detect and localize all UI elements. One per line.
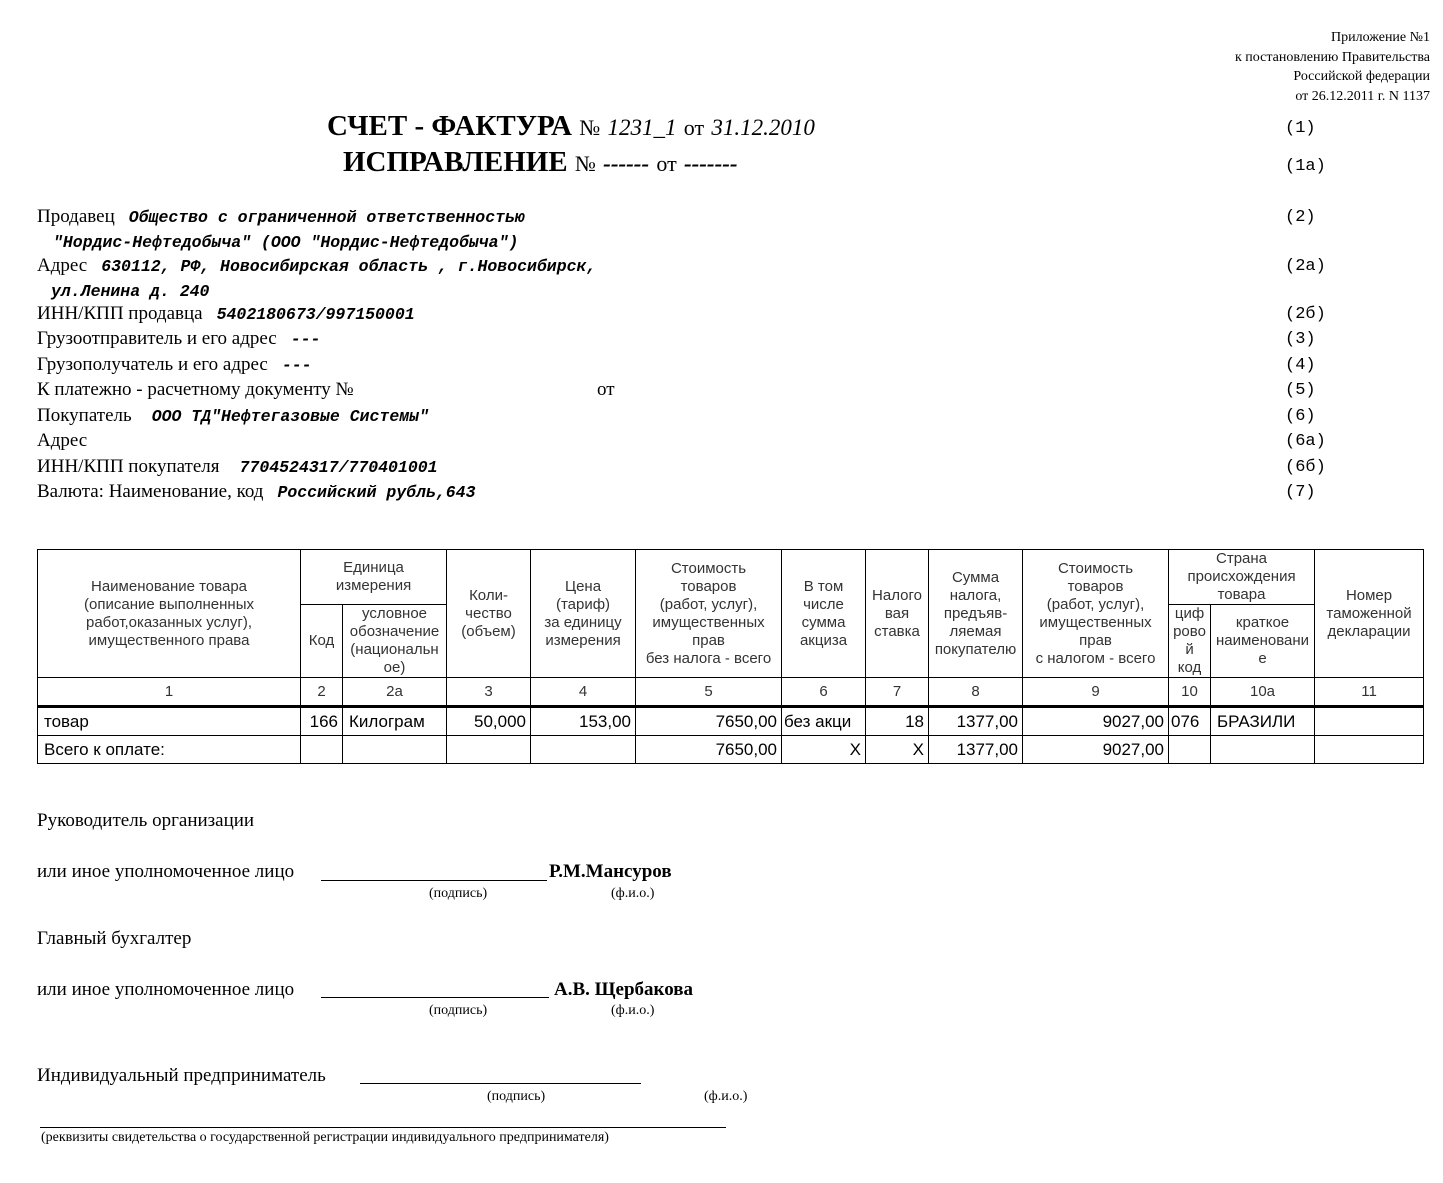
line-code: (2) [1285, 208, 1316, 227]
from-label: от [656, 151, 677, 176]
address-value-2: ул.Ленина д. 240 [51, 282, 210, 301]
seller-inn-row [37, 303, 415, 325]
address-row-2 [51, 280, 209, 302]
header-country: Страна происхождения товара [1169, 550, 1315, 605]
column-number: 5 [636, 678, 782, 707]
total-excise: Х [782, 736, 866, 764]
currency-value: Российский рубль,643 [277, 483, 476, 502]
total-label: Всего к оплате: [38, 736, 301, 764]
caption-fio: (ф.и.о.) [704, 1089, 748, 1104]
line-code: (6б) [1285, 458, 1326, 477]
shipper-row [37, 328, 320, 350]
total-total: 9027,00 [1023, 736, 1169, 764]
address-label: Адрес [37, 255, 88, 276]
currency-label: Валюта: Наименование, код [37, 481, 264, 502]
column-number: 2 [301, 678, 343, 707]
header-qty: Коли- чество (объем) [447, 550, 531, 678]
header-unit-name: условное обозначение (национальн ое) [343, 605, 447, 678]
header-name: Наименование товара (описание выполненных работ,оказанных услуг), имущественного права [38, 550, 301, 678]
column-number: 6 [782, 678, 866, 707]
consignee-row [37, 354, 312, 376]
total-empty [447, 736, 531, 764]
cell-country-code: 076 [1169, 707, 1211, 736]
cell-cost: 7650,00 [636, 707, 782, 736]
address-value: 630112, РФ, Новосибирская область , г.Новосибирск, [101, 257, 597, 276]
invoice-number: 1231_1 [607, 115, 677, 140]
buyer-address-label: Адрес [37, 430, 88, 451]
line-code: (5) [1285, 381, 1316, 400]
table-row [38, 707, 1424, 736]
correction-number: ------ [603, 151, 650, 176]
seller-label: Продавец [37, 206, 115, 227]
cell-total: 9027,00 [1023, 707, 1169, 736]
accountant-signature-line [321, 997, 549, 998]
payment-doc-label: К платежно - расчетному документу № [37, 379, 354, 400]
consignee-value: --- [281, 356, 312, 375]
total-row [38, 736, 1424, 764]
column-number: 9 [1023, 678, 1169, 707]
total-empty [1211, 736, 1315, 764]
ip-signature-line [360, 1083, 641, 1084]
cell-tax: 1377,00 [929, 707, 1023, 736]
cell-qty: 50,000 [447, 707, 531, 736]
approval-line: к постановлению Правительства [1234, 49, 1430, 65]
column-number: 1 [38, 678, 301, 707]
caption-fio: (ф.и.о.) [611, 886, 655, 901]
column-number: 10 [1169, 678, 1211, 707]
column-number: 3 [447, 678, 531, 707]
cell-unit-code: 166 [301, 707, 343, 736]
approval-note [1235, 28, 1430, 106]
head-label: Руководитель организации [37, 810, 255, 831]
seller-value-2: "Нордис-Нефтедобыча" (ООО "Нордис-Нефтедобыча") [53, 233, 519, 252]
line-code: (7) [1285, 483, 1316, 502]
header-excise: В том числе сумма акциза [782, 550, 866, 678]
header-tax: Сумма налога, предъяв- ляемая покупателю [929, 550, 1023, 678]
ip-label: Индивидуальный предприниматель [37, 1065, 326, 1086]
buyer-label: Покупатель [37, 405, 132, 426]
seller-inn-value: 5402180673/997150001 [216, 305, 415, 324]
accountant-label: Главный бухгалтер [37, 928, 192, 949]
header-declaration: Номер таможенной декларации [1315, 550, 1424, 678]
head-authorized-label: или иное уполномоченное лицо [37, 861, 295, 882]
caption-signature: (подпись) [487, 1089, 546, 1104]
total-tax: 1377,00 [929, 736, 1023, 764]
number-sign: № [574, 151, 596, 176]
currency-row [37, 481, 476, 503]
cell-declaration [1315, 707, 1424, 736]
line-code: (1) [1285, 119, 1316, 138]
correction-date: ------- [683, 151, 738, 176]
column-number: 7 [866, 678, 929, 707]
invoice-table [37, 549, 1424, 764]
total-empty [531, 736, 636, 764]
cell-country: БРАЗИЛИ [1211, 707, 1315, 736]
payment-doc-from: от [597, 379, 615, 400]
approval-line: Российской федерации [1293, 69, 1430, 84]
buyer-inn-row [37, 456, 438, 478]
header-price: Цена (тариф) за единицу измерения [531, 550, 636, 678]
shipper-label: Грузоотправитель и его адрес [37, 328, 277, 349]
head-name: Р.М.Мансуров [549, 861, 672, 882]
approval-line: от 26.12.2011 г. N 1137 [1295, 88, 1430, 104]
from-label: от [683, 115, 705, 140]
consignee-label: Грузополучатель и его адрес [37, 354, 268, 375]
cell-rate: 18 [866, 707, 929, 736]
address-row [37, 255, 596, 277]
buyer-row [37, 405, 429, 427]
seller-value: Общество с ограниченной ответственностью [128, 208, 525, 227]
invoice-date: 31.12.2010 [711, 115, 815, 140]
correction-title [343, 146, 738, 179]
total-empty [301, 736, 343, 764]
line-code: (2а) [1285, 257, 1326, 276]
header-total: Стоимость товаров (работ, услуг), имущественных прав с налогом - всего [1023, 550, 1169, 678]
caption-fio: (ф.и.о.) [611, 1003, 655, 1018]
line-code: (1а) [1285, 157, 1326, 176]
buyer-inn-value: 7704524317/770401001 [239, 458, 438, 477]
accountant-name: А.В. Щербакова [554, 979, 693, 1000]
header-unit-code: Код [301, 605, 343, 678]
header-cost: Стоимость товаров (работ, услуг), имущественных прав без налога - всего [636, 550, 782, 678]
caption-signature: (подпись) [429, 886, 488, 901]
ip-registration-line [40, 1127, 726, 1128]
header-rate: Налого вая ставка [866, 550, 929, 678]
caption-signature: (подпись) [429, 1003, 488, 1018]
cell-price: 153,00 [531, 707, 636, 736]
column-number: 4 [531, 678, 636, 707]
buyer-inn-label: ИНН/КПП покупателя [37, 456, 220, 477]
line-code: (3) [1285, 330, 1316, 349]
seller-inn-label: ИНН/КПП продавца [37, 303, 203, 324]
column-number: 11 [1315, 678, 1424, 707]
line-code: (6а) [1285, 432, 1326, 451]
cell-unit-name: Килограм [343, 707, 447, 736]
shipper-value: --- [290, 330, 321, 349]
approval-line: Приложение №1 [1331, 30, 1430, 45]
number-sign: № [579, 115, 601, 140]
accountant-authorized-label: или иное уполномоченное лицо [37, 979, 295, 1000]
column-number: 10а [1211, 678, 1315, 707]
seller-row [37, 206, 525, 228]
total-rate: Х [866, 736, 929, 764]
seller-row-2 [53, 231, 518, 253]
column-number: 2а [343, 678, 447, 707]
total-cost: 7650,00 [636, 736, 782, 764]
line-code: (2б) [1285, 305, 1326, 324]
total-empty [343, 736, 447, 764]
line-code: (6) [1285, 407, 1316, 426]
cell-excise: без акци [782, 707, 866, 736]
header-country-code: циф рово й код [1169, 605, 1211, 678]
line-code: (4) [1285, 356, 1316, 375]
header-unit: Единица измерения [301, 550, 447, 605]
cell-name: товар [38, 707, 301, 736]
invoice-title [327, 110, 815, 143]
buyer-value: ООО ТД"Нефтегазовые Системы" [151, 407, 429, 426]
header-country-name: краткое наименовани е [1211, 605, 1315, 678]
total-empty [1169, 736, 1211, 764]
invoice-title-text: СЧЕТ - ФАКТУРА [327, 110, 572, 142]
correction-title-text: ИСПРАВЛЕНИЕ [343, 146, 568, 178]
head-signature-line [321, 880, 547, 881]
total-empty [1315, 736, 1424, 764]
column-number: 8 [929, 678, 1023, 707]
ip-registration-caption: (реквизиты свидетельства о государственной регистрации индивидуального предпринимателя) [41, 1130, 609, 1145]
